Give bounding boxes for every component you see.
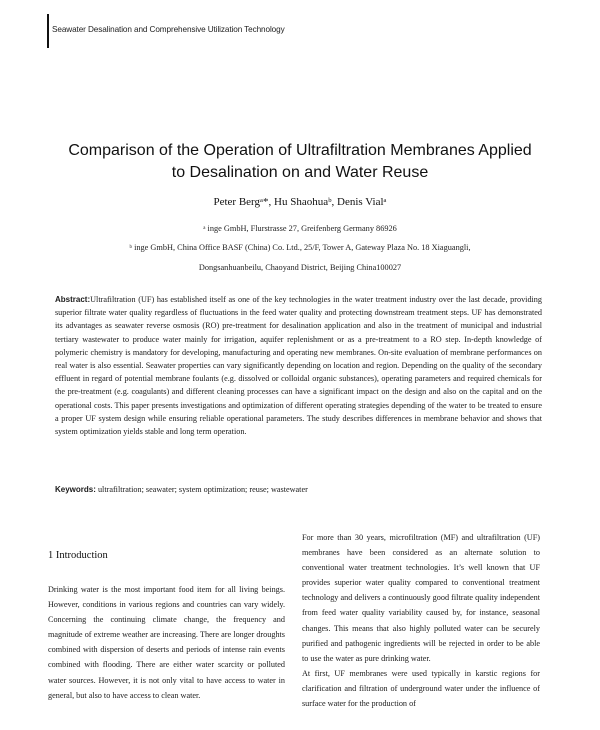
left-column — [48, 582, 285, 703]
abstract-text: Ultrafiltration (UF) has established itself as one of the key technologies in the water treatment industry over the last decade, providing superior filtrate water quality regardless of fluctuations in the feed water quality and protecting downstream treatment steps. UF has demonstrated its advantages as seawater reverse osmosis (RO) pre-treatment for desalination application and also in the treatment of municipal and industrial tertiary wastewater to produce water mainly for irrigation, aquifer replenishment or as a pre-treatment to a RO step. In-depth knowledge of polymeric chemistry is mandatory for developing, manufacturing and operating new membranes. On-site evaluation of membrane performances on real water is also essential. Seawater properties can vary significantly depending on location and region. Depending on the quality of the secondary effluent in regard of potential membrane foulants (e.g. dissolved or colloidal organic substances), operating parameters and required chemicals for the pre-treatment (e.g. coagulants) and different cleaning processes can have a significant impact on the design and also on the capital and on the operational costs. This paper presents investigations and optimization of different operating strategies depending of the water to be treated to ensure a proper UF system design while ensuring reliable operational parameters. The study describes differences in membrane behavior and shows that system optimization yields stable and long term operation. — [55, 295, 542, 437]
affiliation-b-line-1: ᵇ inge GmbH, China Office BASF (China) Co. Ltd., 25/F, Tower A, Gateway Plaza No. 18 Xiaguangli, — [129, 243, 471, 252]
title-line-1: Comparison of the Operation of Ultrafiltration Membranes Applied — [68, 142, 532, 159]
section-heading-introduction: 1 Introduction — [48, 550, 108, 561]
abstract — [55, 293, 542, 438]
authors: Peter Bergᵃ*, Hu Shaohuaᵇ, Denis Vialᵃ — [213, 196, 387, 208]
keywords-label: Keywords: — [55, 485, 96, 494]
title-line-2: to Desalination on and Water Reuse — [171, 164, 429, 181]
paper-title — [40, 140, 560, 184]
keywords — [55, 485, 542, 494]
right-column-paragraph-2: At first, UF membranes were used typically in karstic regions for clarification and filtration of underground water under the influence of surface water for the production of — [302, 668, 540, 709]
keywords-text: ultrafiltration; seawater; system optimization; reuse; wastewater — [95, 485, 308, 494]
affiliation-b-line-2: Dongsanhuanbeilu, Chaoyand District, Beijing China100027 — [198, 263, 402, 272]
right-column — [302, 530, 540, 711]
header-rule — [47, 14, 49, 48]
left-column-paragraph: Drinking water is the most important food item for all living beings. However, conditions in various regions and countries can vary widely. Concerning the continuing climate change, the frequency and magnitude of extreme weather are increasing. There are longer droughts combined with dispersion of deserts and periods of intense rain events combined with flooding. There are either water scarcity or polluted water sources. However, it is not only vital to have access to water in general, but also to have access to clean water. — [48, 585, 285, 700]
right-column-paragraph-1: For more than 30 years, microfiltration (MF) and ultrafiltration (UF) membranes have been considered as an alternate solution to conventional water treatment technologies. It’s well known that UF provides superior water quality compared to conventional treatment technology and delivers a continuously good filtrate quality independent from feed water quality variability caused by, for instance, seasonal changes. This means that also highly polluted water can be securely purified and pathogenic ingredients will be rejected in order to be able to use the water as pure drinking water. — [302, 533, 540, 663]
running-head: Seawater Desalination and Comprehensive Utilization Technology — [52, 25, 285, 34]
abstract-label: Abstract: — [55, 295, 91, 304]
affiliation-a: ᵃ inge GmbH, Flurstrasse 27, Greifenberg Germany 86926 — [203, 224, 397, 233]
